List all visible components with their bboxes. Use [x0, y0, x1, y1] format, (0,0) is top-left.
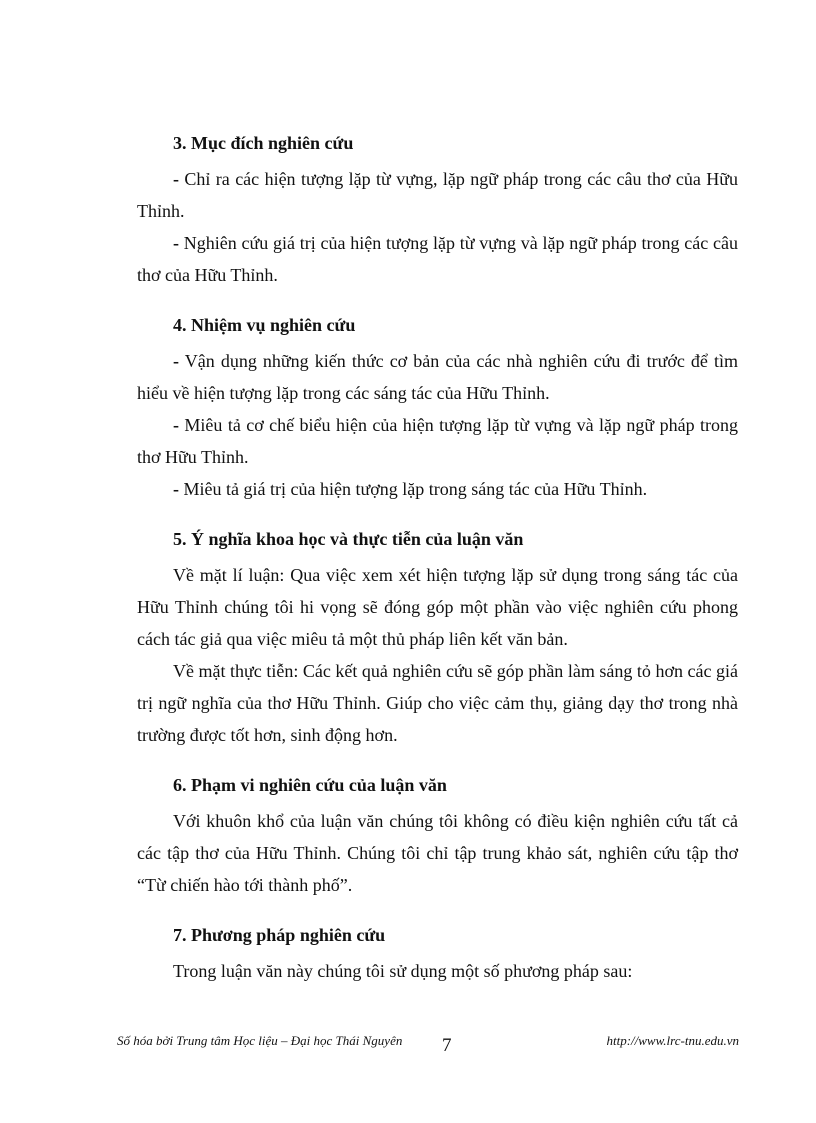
- footer-source: Số hóa bởi Trung tâm Học liệu – Đại học Thái Nguyên: [117, 1033, 403, 1048]
- paragraph: [137, 559, 738, 655]
- section-6: [137, 769, 738, 901]
- paragraph-text: Về mặt lí luận: Qua việc xem xét hiện tượng lặp sử dụng trong sáng tác của Hữu Thỉnh chúng tôi hi vọng sẽ đóng góp một phần vào việc nghiên cứu phong cách tác giả qua việc miêu tả một thủ pháp liên kết văn bản.: [137, 565, 738, 649]
- paragraph-text: Miêu tả giá trị của hiện tượng lặp trong sáng tác của Hữu Thỉnh.: [179, 479, 648, 499]
- paragraph: [137, 345, 738, 409]
- paragraph-text: Trong luận văn này chúng tôi sử dụng một số phương pháp sau:: [173, 961, 633, 981]
- footer-url[interactable]: http://www.lrc-tnu.edu.vn: [606, 1033, 739, 1048]
- page-content: [137, 127, 738, 1005]
- section-heading: 3. Mục đích nghiên cứu: [173, 133, 354, 153]
- paragraph-text: Vận dụng những kiến thức cơ bản của các nhà nghiên cứu đi trước để tìm hiểu về hiện tượng lặp trong các sáng tác của Hữu Thỉnh.: [137, 351, 738, 403]
- paragraph-text: Về mặt thực tiễn: Các kết quả nghiên cứu sẽ góp phần làm sáng tỏ hơn các giá trị ngữ nghĩa của thơ Hữu Thỉnh. Giúp cho việc cảm thụ, giảng dạy thơ trong nhà trường được tốt hơn, sinh động hơn.: [137, 661, 738, 745]
- bullet-dash: -: [173, 169, 179, 189]
- bullet-dash: -: [173, 351, 179, 371]
- section-3: [137, 127, 738, 291]
- paragraph: [137, 805, 738, 901]
- section-heading: 7. Phương pháp nghiên cứu: [173, 925, 386, 945]
- section-5: [137, 523, 738, 751]
- paragraph: [137, 227, 738, 291]
- bullet-dash: -: [173, 415, 179, 435]
- paragraph-text: Nghiên cứu giá trị của hiện tượng lặp từ vựng và lặp ngữ pháp trong các câu thơ của Hữu Thỉnh.: [137, 233, 738, 285]
- paragraph: [137, 163, 738, 227]
- paragraph: [137, 473, 738, 505]
- paragraph: [137, 955, 738, 987]
- section-heading: 5. Ý nghĩa khoa học và thực tiễn của luận văn: [173, 529, 524, 549]
- page-number: 7: [442, 1035, 452, 1056]
- section-heading: 4. Nhiệm vụ nghiên cứu: [173, 315, 356, 335]
- paragraph-text: Với khuôn khổ của luận văn chúng tôi không có điều kiện nghiên cứu tất cả các tập thơ của Hữu Thỉnh. Chúng tôi chỉ tập trung khảo sát, nghiên cứu tập thơ “Từ chiến hào tới thành phố”.: [137, 811, 738, 895]
- paragraph: [137, 409, 738, 473]
- paragraph-text: Miêu tả cơ chế biểu hiện của hiện tượng lặp từ vựng và lặp ngữ pháp trong thơ Hữu Thỉnh.: [137, 415, 738, 467]
- section-7: [137, 919, 738, 987]
- section-4: [137, 309, 738, 505]
- bullet-dash: -: [173, 233, 179, 253]
- bullet-dash: -: [173, 479, 179, 499]
- section-heading: 6. Phạm vi nghiên cứu của luận văn: [173, 775, 447, 795]
- paragraph-text: Chỉ ra các hiện tượng lặp từ vựng, lặp ngữ pháp trong các câu thơ của Hữu Thỉnh.: [137, 169, 738, 221]
- paragraph: [137, 655, 738, 751]
